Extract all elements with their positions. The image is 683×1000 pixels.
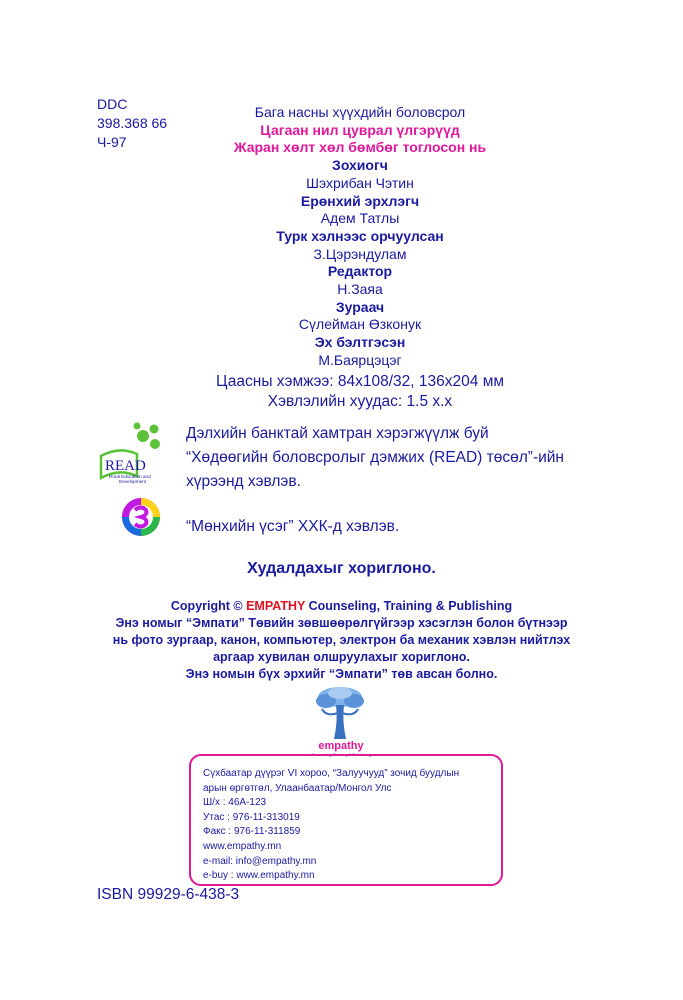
author-role: Зохиогч [332,157,388,174]
printer-note: “Мөнхийн үсэг” ХХК-д хэвлэв. [186,518,400,535]
read-logo-sub1: Rural Education and [109,474,151,479]
translator-name: З.Цэрэндулам [313,245,407,262]
copyright-line-1 [40,598,643,615]
book-category: Бага насны хүүхдийн боловсрол [254,104,466,120]
editor-in-chief-name: Адем Татлы [320,210,400,227]
read-line-2: “Хөдөөгийн боловсролыг дэмжих (READ) төсөл”-ийн [186,449,564,466]
author-name: Шэхрибан Чэтин [306,174,414,191]
po-box: Ш/х : 46А-123 [203,797,267,809]
credits-block [150,104,570,370]
print-specs [150,372,570,412]
phone: Утас : 976-11-313019 [203,811,300,823]
email-link[interactable]: e-mail: info@empathy.mn [203,855,317,867]
empathy-logo [296,683,386,761]
address-line-2: арын өргөтгөл, Улаанбаатар/Монгол Улс [203,782,392,794]
read-logo-sub2: Development [119,479,147,484]
series-title: Цагаан нил цуврал үлгэрүүд [260,121,460,138]
editor-name: Н.Заяа [337,281,383,298]
copyright-block [40,598,643,683]
copyright-prefix: Copyright © [170,599,243,613]
illustrator-name: Сүлейман Өзконук [298,316,422,333]
munkhiin-useg-logo [120,496,162,538]
address-line-1: Сүхбаатар дүүрэг VI хороо, “Залуучууд” зочид буудлын [203,768,460,779]
paper-size: Цаасны хэмжээ: 84x108/32, 136x204 мм [215,373,505,390]
preparer-role: Эх бэлтгэсэн [314,334,406,351]
fax: Факс : 976-11-311859 [203,826,301,838]
website-link[interactable]: www.empathy.mn [203,840,282,852]
editor-role: Редактор [327,263,393,280]
isbn: ISBN 99929-6-438-3 [97,886,240,903]
ddc-label: DDC [97,96,128,112]
not-for-sale: Худалдахыг хориглоно. [247,560,436,577]
empathy-logo-word: empathy [318,740,364,752]
copyright-suffix: Counseling, Training & Publishing [305,599,513,613]
ddc-author-code: Ч-97 [97,134,127,150]
ddc-number: 398.368 66 [97,115,168,131]
copyright-brand: EMPATHY [246,599,306,613]
copyright-line-3: нь фото зургаар, канон, компьютер, электрон ба механик хэвлэн нийтлэх [112,633,571,647]
copyright-line-4: аргаар хувилан олшруулахыг хориглоно. [213,650,470,664]
read-logo [97,416,169,488]
read-logo-word: READ [105,458,146,474]
read-project-note [186,422,564,494]
empathy-logo-tagline: Counseling, Training & Publishing [311,752,371,757]
preparer-name: М.Баярцэцэг [318,351,402,368]
book-title: Жаран хөлт хөл бөмбөг тоглосон нь [233,139,487,156]
editor-in-chief-role: Ерөнхий эрхлэгч [300,192,420,209]
copyright-line-2: Энэ номыг “Эмпати” Төвийн зөвшөөрөлгүйгээр хэсэглэн болон бүтнээр [115,616,568,630]
translator-role: Турк хэлнээс орчуулсан [276,227,444,244]
print-sheets: Хэвлэлийн хуудас: 1.5 х.х [267,393,453,410]
read-line-1: Дэлхийн банктай хамтран хэрэгжүүлж буй [186,425,489,442]
copyright-line-5: Энэ номын бүх эрхийг “Эмпати” төв авсан болно. [185,667,498,681]
read-line-3: хүрээнд хэвлэв. [186,473,301,490]
publisher-address [203,767,459,884]
ebuy-link[interactable]: e-buy : www.empathy.mn [203,870,315,882]
illustrator-role: Зураач [335,298,385,315]
